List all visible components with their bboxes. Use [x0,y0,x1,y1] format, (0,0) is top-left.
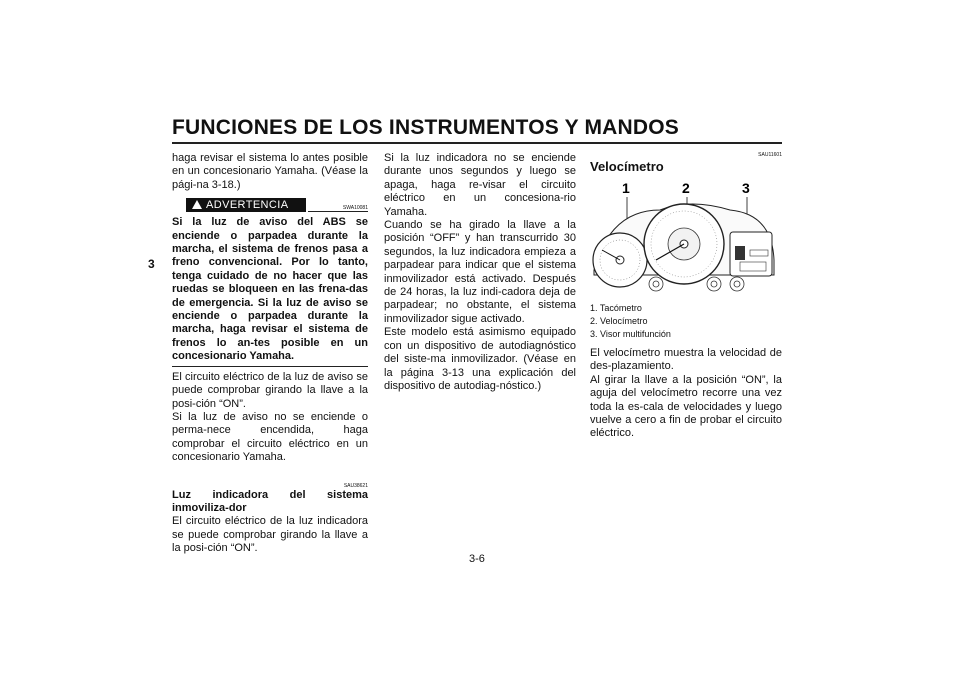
title-rule [172,142,782,144]
instrument-cluster-illustration [590,180,782,300]
reference-code: SAU11601 [758,152,782,158]
column-3-body [590,347,782,441]
warning-icon [192,200,202,209]
warning-label: ADVERTENCIA [206,199,289,212]
column-1 [172,152,368,556]
paragraph: Cuando se ha girado la llave a la posición “OFF” y han transcurrido 30 segundos, la luz indicadora empieza a parpadear para indicar que el sistema inmovilizador está activado. Después de 24 horas, la luz indi-cadora deja de parpadear; no obstante, el sistema inmovilizador sigue activado. [384,219,576,325]
figure-legend [590,302,782,341]
callout-2: 2 [682,180,690,196]
legend-item: 1. Tacómetro [590,303,642,313]
callout-1: 1 [622,180,630,196]
warning-header [172,198,368,214]
chapter-number: 3 [148,257,155,271]
column-3 [590,152,782,174]
paragraph: Si la luz de aviso no se enciende o perma-nece encendida, haga comprobar el circuito eléctrico en un concesionario Yamaha. [172,410,368,464]
paragraph: Al girar la llave a la posición “ON”, la aguja del velocímetro recorre una vez toda la es-cala de velocidades y luego vuelve a cero a fin de probar el circuito eléctrico. [590,373,782,440]
section-heading: Luz indicadora del sistema inmoviliza-dor [172,488,368,514]
legend-item: 2. Velocímetro [590,316,648,326]
legend-item: 3. Visor multifunción [590,329,671,339]
section-heading: Velocímetro [590,159,664,174]
paragraph: Este modelo está asimismo equipado con un dispositivo de autodiagnóstico del siste-ma inmovilizador. (Véase en la página 3-13 una explicación del dispositivo de autodiag-nóstico.) [384,326,576,392]
paragraph: haga revisar el sistema lo antes posible en un concesionario Yamaha. (Véase la pági-na 3-18.) [172,152,368,191]
warning-text: Si la luz de aviso del ABS se enciende o parpadea durante la marcha, el sistema de frenos pasa a freno convencional. Por lo tanto, tenga cuidado de no hacer que las ruedas se bloqueen en las frena-das de emergencia. Si la luz de aviso se enciende o parpadea durante la marcha, haga revisar el sistema de frenos lo an-tes posible en un concesionario Yamaha. [172,216,368,363]
paragraph: El circuito eléctrico de la luz de aviso se puede comprobar girando la llave a la posi-ción “ON”. [172,370,368,410]
reference-code: SWA10081 [342,205,368,212]
page-title: FUNCIONES DE LOS INSTRUMENTOS Y MANDOS [172,116,679,139]
column-2 [384,152,576,393]
page-number: 3-6 [469,553,485,565]
callout-3: 3 [742,180,750,196]
paragraph: Si la luz indicadora no se enciende durante unos segundos y luego se apaga, haga re-visar el circuito eléctrico en un concesiona-rio Yamaha. [384,152,576,218]
warning-badge [186,198,306,212]
paragraph: El circuito eléctrico de la luz indicadora se puede comprobar girando la llave a la posi-ción “ON”. [172,515,368,555]
divider [172,366,368,367]
reference-code: SAU38621 [343,482,368,489]
paragraph: El velocímetro muestra la velocidad de des-plazamiento. [590,347,782,373]
